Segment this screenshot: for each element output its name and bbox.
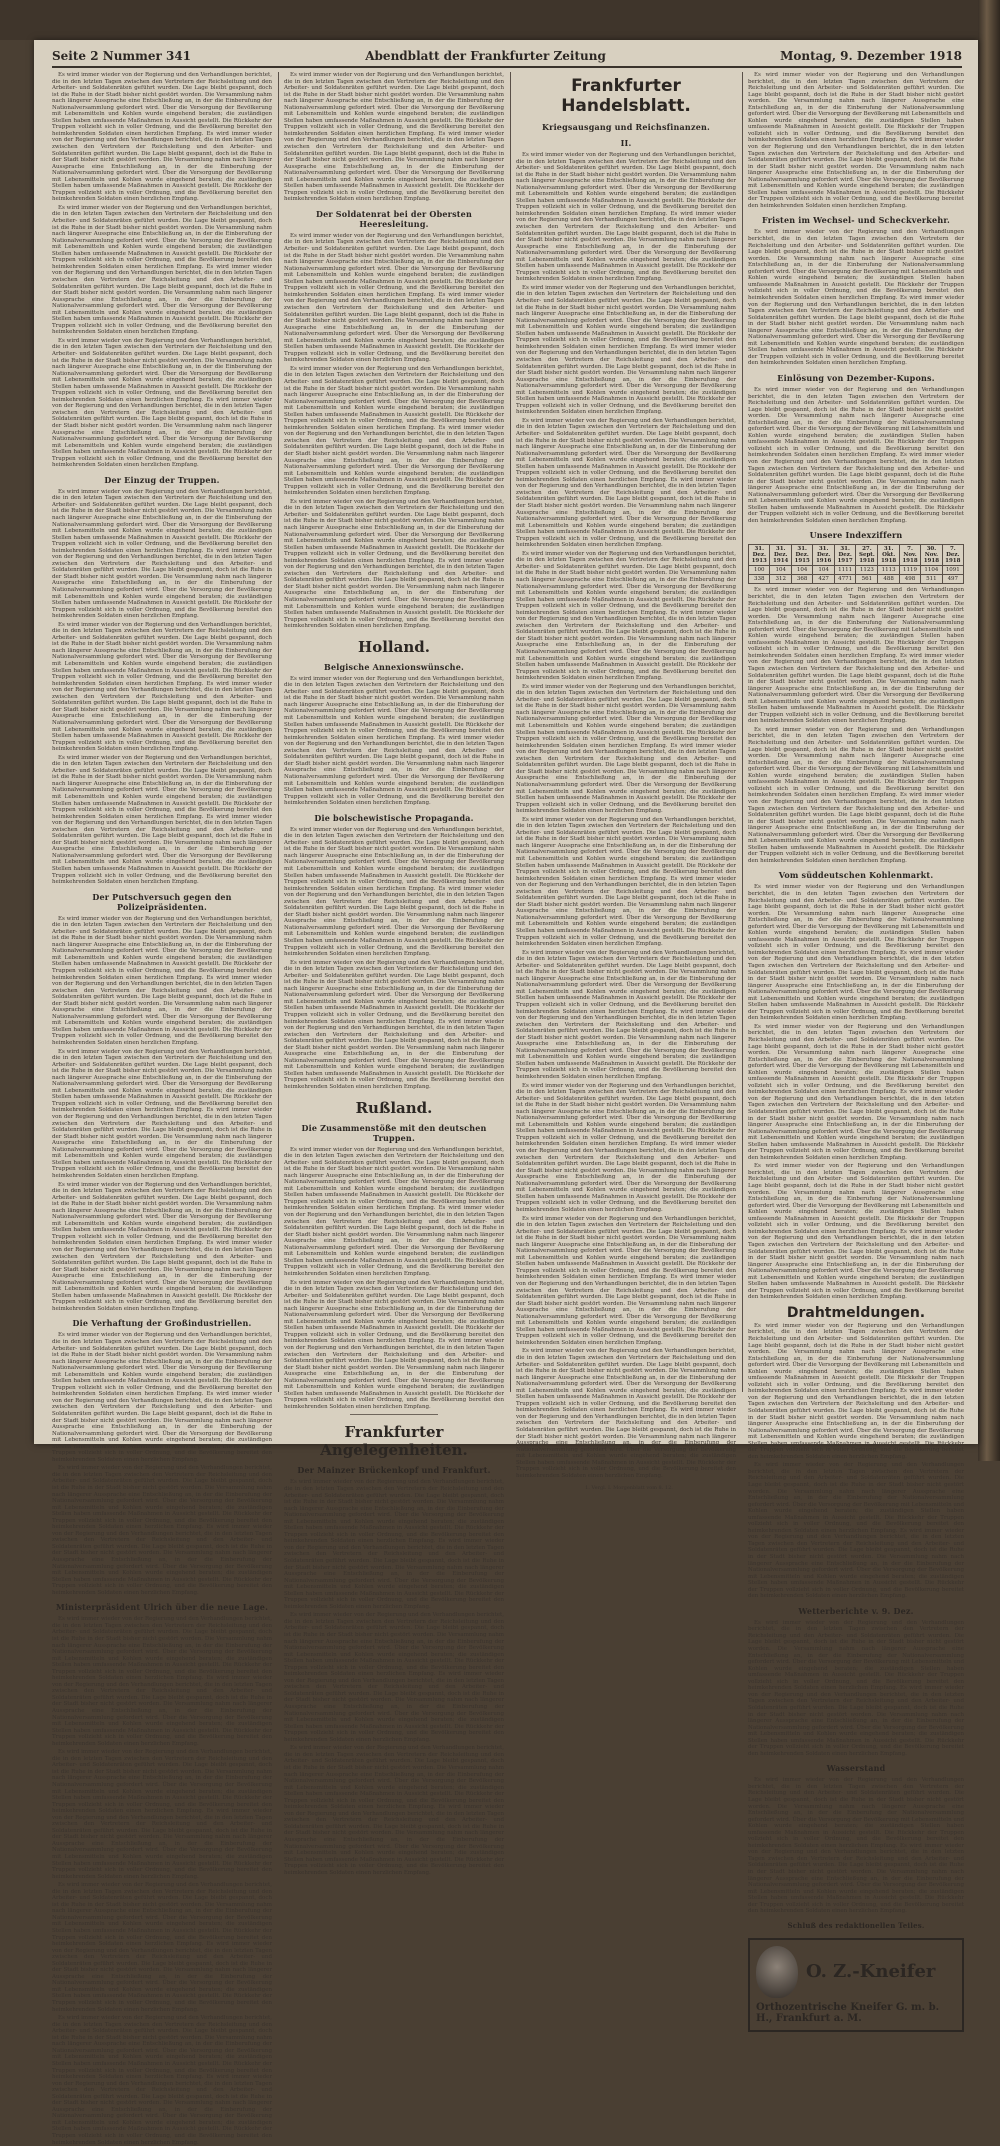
table-cell: 100 [749,566,770,575]
section-heading-large: Rußland. [355,1098,433,1117]
table-cell: 104 [813,566,834,575]
article-text: Es wird immer wieder von der Regierung und den Verhandlungen berichtet, die in den letzten Tagen zwischen den Vertretern der Reichsleitung und den Arbeiter- und Soldatenräten geführt wurden. Die Lage bleibt gespannt, doch ist die Ruhe in der Stadt bisher nicht gestört worden. Die Versammlung nahm nach längerer Aussprache eine Entschließung an, in der die Einberufung der Nationalversammlung gefordert wird. Über die Versorgung der Bevölkerung mit Lebensmitteln und Kohlen wurde eingehend beraten; die zuständigen Stellen haben umfassende Maßnahmen in Aussicht gestellt. Die Rückkehr der Truppen vollzieht sich in voller Ordnung, und die Bevölkerung bereitet den heimkehrenden Soldaten einen herzlichen Empfang. Es wird immer wieder von der Regierung und den Verhandlungen berichtet, die in den letzten Tagen zwischen den Vertretern der Reichsleitung und den Arbeiter- und Soldatenräten geführt wurden. Die Lage bleibt gespannt, doch ist die Ruhe in der Stadt bisher nicht gestört worden. Die Versammlung nahm nach längerer Aussprache eine Entschließung an, in der die Einberufung der Nationalversammlung gefordert wird. Über die Versorgung der Bevölkerung mit Lebensmitteln und Kohlen wurde eingehend beraten; die zuständigen Stellen haben umfassende Maßnahmen in Aussicht gestellt. Die Rückkehr der Truppen vollzieht sich in voller Ordnung, und die Bevölkerung bereitet den heimkehrenden Soldaten einen herzlichen Empfang. [52,1332,272,1463]
masthead-title: Abendblatt der Frankfurter Zeitung [365,49,606,63]
article-text: Es wird immer wieder von der Regierung und den Verhandlungen berichtet, die in den letzten Tagen zwischen den Vertretern der Reichsleitung und den Arbeiter- und Soldatenräten geführt wurden. Die Lage bleibt gespannt, doch ist die Ruhe in der Stadt bisher nicht gestört worden. Die Versammlung nahm nach längerer Aussprache eine Entschließung an, in der die Einberufung der Nationalversammlung gefordert wird. Über die Versorgung der Bevölkerung mit Lebensmitteln und Kohlen wurde eingehend beraten; die zuständigen Stellen haben umfassende Maßnahmen in Aussicht gestellt. Die Rückkehr der Truppen vollzieht sich in voller Ordnung, und die Bevölkerung bereitet den heimkehrenden Soldaten einen herzlichen Empfang. Es wird immer wieder von der Regierung und den Verhandlungen berichtet, die in den letzten Tagen zwischen den Vertretern der Reichsleitung und den Arbeiter- und Soldatenräten geführt wurden. Die Lage bleibt gespannt, doch ist die Ruhe in der Stadt bisher nicht gestört worden. Die Versammlung nahm nach längerer Aussprache eine Entschließung an, in der die Einberufung der Nationalversammlung gefordert wird. Über die Versorgung der Bevölkerung mit Lebensmitteln und Kohlen wurde eingehend beraten; die zuständigen Stellen haben umfassende Maßnahmen in Aussicht gestellt. Die Rückkehr der Truppen vollzieht sich in voller Ordnung, und die Bevölkerung bereitet den heimkehrenden Soldaten einen herzlichen Empfang. [284,959,504,1091]
wasserstand-heading: Wasserstand [826,1763,886,1774]
table-cell: 104 [770,566,791,575]
portrait-icon [756,1946,798,1998]
table-header-cell: 31. Dez. 1916 [813,545,834,566]
table-cell: 312 [770,575,791,584]
section-heading: Die Zusammenstöße mit den deutschen Truppen. [301,1122,487,1143]
article-text: Es wird immer wieder von der Regierung und den Verhandlungen berichtet, die in den letzten Tagen zwischen den Vertretern der Reichsleitung und den Arbeiter- und Soldatenräten geführt wurden. Die Lage bleibt gespannt, doch ist die Ruhe in der Stadt bisher nicht gestört worden. Die Versammlung nahm nach längerer Aussprache eine Entschließung an, in der die Einberufung der Nationalversammlung gefordert wird. Über die Versorgung der Bevölkerung mit Lebensmitteln und Kohlen wurde eingehend beraten; die zuständigen Stellen haben umfassende Maßnahmen in Aussicht gestellt. Die Rückkehr der Truppen vollzieht sich in voller Ordnung, und die Bevölkerung bereitet den heimkehrenden Soldaten einen herzlichen Empfang. Es wird immer wieder von der Regierung und den Verhandlungen berichtet, die in den letzten Tagen zwischen den Vertretern der Reichsleitung und den Arbeiter- und Soldatenräten geführt wurden. Die Lage bleibt gespannt, doch ist die Ruhe in der Stadt bisher nicht gestört worden. Die Versammlung nahm nach längerer Aussprache eine Entschließung an, in der die Einberufung der Nationalversammlung gefordert wird. Über die Versorgung der Bevölkerung mit Lebensmitteln und Kohlen wurde eingehend beraten; die zuständigen Stellen haben umfassende Maßnahmen in Aussicht gestellt. Die Rückkehr der Truppen vollzieht sich in voller Ordnung, und die Bevölkerung bereitet den heimkehrenden Soldaten einen herzlichen Empfang. [52,1616,272,1747]
article-text: Es wird immer wieder von der Regierung und den Verhandlungen berichtet, die in den letzten Tagen zwischen den Vertretern der Reichsleitung und den Arbeiter- und Soldatenräten geführt wurden. Die Lage bleibt gespannt, doch ist die Ruhe in der Stadt bisher nicht gestört worden. Die Versammlung nahm nach längerer Aussprache eine Entschließung an, in der die Einberufung der Nationalversammlung gefordert wird. Über die Versorgung der Bevölkerung mit Lebensmitteln und Kohlen wurde eingehend beraten; die zuständigen Stellen haben umfassende Maßnahmen in Aussicht gestellt. Die Rückkehr der Truppen vollzieht sich in voller Ordnung, und die Bevölkerung bereitet den heimkehrenden Soldaten einen herzlichen Empfang. Es wird immer wieder von der Regierung und den Verhandlungen berichtet, die in den letzten Tagen zwischen den Vertretern der Reichsleitung und den Arbeiter- und Soldatenräten geführt wurden. Die Lage bleibt gespannt, doch ist die Ruhe in der Stadt bisher nicht gestört worden. Die Versammlung nahm nach längerer Aussprache eine Entschließung an, in der die Einberufung der Nationalversammlung gefordert wird. Über die Versorgung der Bevölkerung mit Lebensmitteln und Kohlen wurde eingehend beraten; die zuständigen Stellen haben umfassende Maßnahmen in Aussicht gestellt. Die Rückkehr der Truppen vollzieht sich in voller Ordnung, und die Bevölkerung bereitet den heimkehrenden Soldaten einen herzlichen Empfang. [748,726,964,864]
section-heading: Unsere Indexziffern [809,530,903,541]
article-text: Es wird immer wieder von der Regierung und den Verhandlungen berichtet, die in den letzten Tagen zwischen den Vertretern der Reichsleitung und den Arbeiter- und Soldatenräten geführt wurden. Die Lage bleibt gespannt, doch ist die Ruhe in der Stadt bisher nicht gestört worden. Die Versammlung nahm nach längerer Aussprache eine Entschließung an, in der die Einberufung der Nationalversammlung gefordert wird. Über die Versorgung der Bevölkerung mit Lebensmitteln und Kohlen wurde eingehend beraten; die zuständigen Stellen haben umfassende Maßnahmen in Aussicht gestellt. Die Rückkehr der Truppen vollzieht sich in voller Ordnung, und die Bevölkerung bereitet den heimkehrenden Soldaten einen herzlichen Empfang. Es wird immer wieder von der Regierung und den Verhandlungen berichtet, die in den letzten Tagen zwischen den Vertretern der Reichsleitung und den Arbeiter- und Soldatenräten geführt wurden. Die Lage bleibt gespannt, doch ist die Ruhe in der Stadt bisher nicht gestört worden. Die Versammlung nahm nach längerer Aussprache eine Entschließung an, in der die Einberufung der Nationalversammlung gefordert wird. Über die Versorgung der Bevölkerung mit Lebensmitteln und Kohlen wurde eingehend beraten; die zuständigen Stellen haben umfassende Maßnahmen in Aussicht gestellt. Die Rückkehr der Truppen vollzieht sich in voller Ordnung, und die Bevölkerung bereitet den heimkehrenden Soldaten einen herzlichen Empfang. [284,1745,504,1876]
article-text: Es wird immer wieder von der Regierung und den Verhandlungen berichtet, die in den letzten Tagen zwischen den Vertretern der Reichsleitung und den Arbeiter- und Soldatenräten geführt wurden. Die Lage bleibt gespannt, doch ist die Ruhe in der Stadt bisher nicht gestört worden. Die Versammlung nahm nach längerer Aussprache eine Entschließung an, in der die Einberufung der Nationalversammlung gefordert wird. Über die Versorgung der Bevölkerung mit Lebensmitteln und Kohlen wurde eingehend beraten; die zuständigen Stellen haben umfassende Maßnahmen in Aussicht gestellt. Die Rückkehr der Truppen vollzieht sich in voller Ordnung, und die Bevölkerung bereitet den heimkehrenden Soldaten einen herzlichen Empfang. Es wird immer wieder von der Regierung und den Verhandlungen berichtet, die in den letzten Tagen zwischen den Vertretern der Reichsleitung und den Arbeiter- und Soldatenräten geführt wurden. Die Lage bleibt gespannt, doch ist die Ruhe in der Stadt bisher nicht gestört worden. Die Versammlung nahm nach längerer Aussprache eine Entschließung an, in der die Einberufung der Nationalversammlung gefordert wird. Über die Versorgung der Bevölkerung mit Lebensmitteln und Kohlen wurde eingehend beraten; die zuständigen Stellen haben umfassende Maßnahmen in Aussicht gestellt. Die Rückkehr der Truppen vollzieht sich in voller Ordnung, und die Bevölkerung bereitet den heimkehrenden Soldaten einen herzlichen Empfang. [284,1279,504,1410]
section-heading: Die bolschewistische Propaganda. [314,812,474,823]
article-text: Es wird immer wieder von der Regierung und den Verhandlungen berichtet, die in den letzten Tagen zwischen den Vertretern der Reichsleitung und den Arbeiter- und Soldatenräten geführt wurden. Die Lage bleibt gespannt, doch ist die Ruhe in der Stadt bisher nicht gestört worden. Die Versammlung nahm nach längerer Aussprache eine Entschließung an, in der die Einberufung der Nationalversammlung gefordert wird. Über die Versorgung der Bevölkerung mit Lebensmitteln und Kohlen wurde eingehend beraten; die zuständigen Stellen haben umfassende Maßnahmen in Aussicht gestellt. Die Rückkehr der Truppen vollzieht sich in voller Ordnung, und die Bevölkerung bereitet den heimkehrenden Soldaten einen herzlichen Empfang. Es wird immer wieder von der Regierung und den Verhandlungen berichtet, die in den letzten Tagen zwischen den Vertretern der Reichsleitung und den Arbeiter- und Soldatenräten geführt wurden. Die Lage bleibt gespannt, doch ist die Ruhe in der Stadt bisher nicht gestört worden. Die Versammlung nahm nach längerer Aussprache eine Entschließung an, in der die Einberufung der Nationalversammlung gefordert wird. Über die Versorgung der Bevölkerung mit Lebensmitteln und Kohlen wurde eingehend beraten; die zuständigen Stellen haben umfassende Maßnahmen in Aussicht gestellt. Die Rückkehr der Truppen vollzieht sich in voller Ordnung, und die Bevölkerung bereitet den heimkehrenden Soldaten einen herzlichen Empfang. [748,1619,964,1757]
drahtmeldungen-heading: Drahtmeldungen. [786,1304,926,1321]
section-heading: Der Mainzer Brückenkopf und Frankfurt. [297,1465,491,1476]
index-table-row [749,575,964,584]
article-text: Es wird immer wieder von der Regierung und den Verhandlungen berichtet, die in den letzten Tagen zwischen den Vertretern der Reichsleitung und den Arbeiter- und Soldatenräten geführt wurden. Die Lage bleibt gespannt, doch ist die Ruhe in der Stadt bisher nicht gestört worden. Die Versammlung nahm nach längerer Aussprache eine Entschließung an, in der die Einberufung der Nationalversammlung gefordert wird. Über die Versorgung der Bevölkerung mit Lebensmitteln und Kohlen wurde eingehend beraten; die zuständigen Stellen haben umfassende Maßnahmen in Aussicht gestellt. Die Rückkehr der Truppen vollzieht sich in voller Ordnung, und die Bevölkerung bereitet den heimkehrenden Soldaten einen herzlichen Empfang. Es wird immer wieder von der Regierung und den Verhandlungen berichtet, die in den letzten Tagen zwischen den Vertretern der Reichsleitung und den Arbeiter- und Soldatenräten geführt wurden. Die Lage bleibt gespannt, doch ist die Ruhe in der Stadt bisher nicht gestört worden. Die Versammlung nahm nach längerer Aussprache eine Entschließung an, in der die Einberufung der Nationalversammlung gefordert wird. Über die Versorgung der Bevölkerung mit Lebensmitteln und Kohlen wurde eingehend beraten; die zuständigen Stellen haben umfassende Maßnahmen in Aussicht gestellt. Die Rückkehr der Truppen vollzieht sich in voller Ordnung, und die Bevölkerung bereitet den heimkehrenden Soldaten einen herzlichen Empfang. [516,683,736,815]
article-text: Es wird immer wieder von der Regierung und den Verhandlungen berichtet, die in den letzten Tagen zwischen den Vertretern der Reichsleitung und den Arbeiter- und Soldatenräten geführt wurden. Die Lage bleibt gespannt, doch ist die Ruhe in der Stadt bisher nicht gestört worden. Die Versammlung nahm nach längerer Aussprache eine Entschließung an, in der die Einberufung der Nationalversammlung gefordert wird. Über die Versorgung der Bevölkerung mit Lebensmitteln und Kohlen wurde eingehend beraten; die zuständigen Stellen haben umfassende Maßnahmen in Aussicht gestellt. Die Rückkehr der Truppen vollzieht sich in voller Ordnung, und die Bevölkerung bereitet den heimkehrenden Soldaten einen herzlichen Empfang. Es wird immer wieder von der Regierung und den Verhandlungen berichtet, die in den letzten Tagen zwischen den Vertretern der Reichsleitung und den Arbeiter- und Soldatenräten geführt wurden. Die Lage bleibt gespannt, doch ist die Ruhe in der Stadt bisher nicht gestört worden. Die Versammlung nahm nach längerer Aussprache eine Entschließung an, in der die Einberufung der Nationalversammlung gefordert wird. Über die Versorgung der Bevölkerung mit Lebensmitteln und Kohlen wurde eingehend beraten; die zuständigen Stellen haben umfassende Maßnahmen in Aussicht gestellt. Die Rückkehr der Truppen vollzieht sich in voller Ordnung, und die Bevölkerung bereitet den heimkehrenden Soldaten einen herzlichen Empfang. [748,229,964,367]
newspaper-page [34,40,978,2146]
section-heading: Ministerpräsident Ulrich über die neue Lage. [55,1602,269,1613]
table-cell: 488 [878,575,899,584]
article-text: Es wird immer wieder von der Regierung und den Verhandlungen berichtet, die in den letzten Tagen zwischen den Vertretern der Reichsleitung und den Arbeiter- und Soldatenräten geführt wurden. Die Lage bleibt gespannt, doch ist die Ruhe in der Stadt bisher nicht gestört worden. Die Versammlung nahm nach längerer Aussprache eine Entschließung an, in der die Einberufung der Nationalversammlung gefordert wird. Über die Versorgung der Bevölkerung mit Lebensmitteln und Kohlen wurde eingehend beraten; die zuständigen Stellen haben umfassende Maßnahmen in Aussicht gestellt. Die Rückkehr der Truppen vollzieht sich in voller Ordnung, und die Bevölkerung bereitet den heimkehrenden Soldaten einen herzlichen Empfang. Es wird immer wieder von der Regierung und den Verhandlungen berichtet, die in den letzten Tagen zwischen den Vertretern der Reichsleitung und den Arbeiter- und Soldatenräten geführt wurden. Die Lage bleibt gespannt, doch ist die Ruhe in der Stadt bisher nicht gestört worden. Die Versammlung nahm nach längerer Aussprache eine Entschließung an, in der die Einberufung der Nationalversammlung gefordert wird. Über die Versorgung der Bevölkerung mit Lebensmitteln und Kohlen wurde eingehend beraten; die zuständigen Stellen haben umfassende Maßnahmen in Aussicht gestellt. Die Rückkehr der Truppen vollzieht sich in voller Ordnung, und die Bevölkerung bereitet den heimkehrenden Soldaten einen herzlichen Empfang. [516,284,736,416]
table-cell: 1123 [856,566,878,575]
table-header-cell: 27. Sept. 1918 [856,545,878,566]
advertisement [748,1938,964,2032]
article-text: Es wird immer wieder von der Regierung und den Verhandlungen berichtet, die in den letzten Tagen zwischen den Vertretern der Reichsleitung und den Arbeiter- und Soldatenräten geführt wurden. Die Lage bleibt gespannt, doch ist die Ruhe in der Stadt bisher nicht gestört worden. Die Versammlung nahm nach längerer Aussprache eine Entschließung an, in der die Einberufung der Nationalversammlung gefordert wird. Über die Versorgung der Bevölkerung mit Lebensmitteln und Kohlen wurde eingehend beraten; die zuständigen Stellen haben umfassende Maßnahmen in Aussicht gestellt. Die Rückkehr der Truppen vollzieht sich in voller Ordnung, und die Bevölkerung bereitet den heimkehrenden Soldaten einen herzlichen Empfang. Es wird immer wieder von der Regierung und den Verhandlungen berichtet, die in den letzten Tagen zwischen den Vertretern der Reichsleitung und den Arbeiter- und Soldatenräten geführt wurden. Die Lage bleibt gespannt, doch ist die Ruhe in der Stadt bisher nicht gestört worden. Die Versammlung nahm nach längerer Aussprache eine Entschließung an, in der die Einberufung der Nationalversammlung gefordert wird. Über die Versorgung der Bevölkerung mit Lebensmitteln und Kohlen wurde eingehend beraten; die zuständigen Stellen haben umfassende Maßnahmen in Aussicht gestellt. Die Rückkehr der Truppen vollzieht sich in voller Ordnung, und die Bevölkerung bereitet den heimkehrenden Soldaten einen herzlichen Empfang. [748,1322,964,1460]
column-3 [516,72,736,1492]
table-cell: 1113 [878,566,899,575]
handelsblatt-title: Frankfurter Handelsblatt. [561,76,691,116]
table-cell: 498 [899,575,920,584]
section-heading: Die Verhaftung der Großindustriellen. [72,1318,252,1329]
column-1 [52,72,272,2146]
article-text: Es wird immer wieder von der Regierung und den Verhandlungen berichtet, die in den letzten Tagen zwischen den Vertretern der Reichsleitung und den Arbeiter- und Soldatenräten geführt wurden. Die Lage bleibt gespannt, doch ist die Ruhe in der Stadt bisher nicht gestört worden. Die Versammlung nahm nach längerer Aussprache eine Entschließung an, in der die Einberufung der Nationalversammlung gefordert wird. Über die Versorgung der Bevölkerung mit Lebensmitteln und Kohlen wurde eingehend beraten; die zuständigen Stellen haben umfassende Maßnahmen in Aussicht gestellt. Die Rückkehr der Truppen vollzieht sich in voller Ordnung, und die Bevölkerung bereitet den heimkehrenden Soldaten einen herzlichen Empfang. Es wird immer wieder von der Regierung und den Verhandlungen berichtet, die in den letzten Tagen zwischen den Vertretern der Reichsleitung und den Arbeiter- und Soldatenräten geführt wurden. Die Lage bleibt gespannt, doch ist die Ruhe in der Stadt bisher nicht gestört worden. Die Versammlung nahm nach längerer Aussprache eine Entschließung an, in der die Einberufung der Nationalversammlung gefordert wird. Über die Versorgung der Bevölkerung mit Lebensmitteln und Kohlen wurde eingehend beraten; die zuständigen Stellen haben umfassende Maßnahmen in Aussicht gestellt. Die Rückkehr der Truppen vollzieht sich in voller Ordnung, und die Bevölkerung bereitet den heimkehrenden Soldaten einen herzlichen Empfang. [284,675,504,807]
table-cell: 497 [942,575,963,584]
article-text: Es wird immer wieder von der Regierung und den Verhandlungen berichtet, die in den letzten Tagen zwischen den Vertretern der Reichsleitung und den Arbeiter- und Soldatenräten geführt wurden. Die Lage bleibt gespannt, doch ist die Ruhe in der Stadt bisher nicht gestört worden. Die Versammlung nahm nach längerer Aussprache eine Entschließung an, in der die Einberufung der Nationalversammlung gefordert wird. Über die Versorgung der Bevölkerung mit Lebensmitteln und Kohlen wurde eingehend beraten; die zuständigen Stellen haben umfassende Maßnahmen in Aussicht gestellt. Die Rückkehr der Truppen vollzieht sich in voller Ordnung, und die Bevölkerung bereitet den heimkehrenden Soldaten einen herzlichen Empfang. Es wird immer wieder von der Regierung und den Verhandlungen berichtet, die in den letzten Tagen zwischen den Vertretern der Reichsleitung und den Arbeiter- und Soldatenräten geführt wurden. Die Lage bleibt gespannt, doch ist die Ruhe in der Stadt bisher nicht gestört worden. Die Versammlung nahm nach längerer Aussprache eine Entschließung an, in der die Einberufung der Nationalversammlung gefordert wird. Über die Versorgung der Bevölkerung mit Lebensmitteln und Kohlen wurde eingehend beraten; die zuständigen Stellen haben umfassende Maßnahmen in Aussicht gestellt. Die Rückkehr der Truppen vollzieht sich in voller Ordnung, und die Bevölkerung bereitet den heimkehrenden Soldaten einen herzlichen Empfang. [284,232,504,364]
separator [350,1414,438,1415]
article-text: Es wird immer wieder von der Regierung und den Verhandlungen berichtet, die in den letzten Tagen zwischen den Vertretern der Reichsleitung und den Arbeiter- und Soldatenräten geführt wurden. Die Lage bleibt gespannt, doch ist die Ruhe in der Stadt bisher nicht gestört worden. Die Versammlung nahm nach längerer Aussprache eine Entschließung an, in der die Einberufung der Nationalversammlung gefordert wird. Über die Versorgung der Bevölkerung mit Lebensmitteln und Kohlen wurde eingehend beraten; die zuständigen Stellen haben umfassende Maßnahmen in Aussicht gestellt. Die Rückkehr der Truppen vollzieht sich in voller Ordnung, und die Bevölkerung bereitet den heimkehrenden Soldaten einen herzlichen Empfang. Es wird immer wieder von der Regierung und den Verhandlungen berichtet, die in den letzten Tagen zwischen den Vertretern der Reichsleitung und den Arbeiter- und Soldatenräten geführt wurden. Die Lage bleibt gespannt, doch ist die Ruhe in der Stadt bisher nicht gestört worden. Die Versammlung nahm nach längerer Aussprache eine Entschließung an, in der die Einberufung der Nationalversammlung gefordert wird. Über die Versorgung der Bevölkerung mit Lebensmitteln und Kohlen wurde eingehend beraten; die zuständigen Stellen haben umfassende Maßnahmen in Aussicht gestellt. Die Rückkehr der Truppen vollzieht sich in voller Ordnung, und die Bevölkerung bereitet den heimkehrenden Soldaten einen herzlichen Empfang. [516,1348,736,1479]
article-text: Es wird immer wieder von der Regierung und den Verhandlungen berichtet, die in den letzten Tagen zwischen den Vertretern der Reichsleitung und den Arbeiter- und Soldatenräten geführt wurden. Die Lage bleibt gespannt, doch ist die Ruhe in der Stadt bisher nicht gestört worden. Die Versammlung nahm nach längerer Aussprache eine Entschließung an, in der die Einberufung der Nationalversammlung gefordert wird. Über die Versorgung der Bevölkerung mit Lebensmitteln und Kohlen wurde eingehend beraten; die zuständigen Stellen haben umfassende Maßnahmen in Aussicht gestellt. Die Rückkehr der Truppen vollzieht sich in voller Ordnung, und die Bevölkerung bereitet den heimkehrenden Soldaten einen herzlichen Empfang. Es wird immer wieder von der Regierung und den Verhandlungen berichtet, die in den letzten Tagen zwischen den Vertretern der Reichsleitung und den Arbeiter- und Soldatenräten geführt wurden. Die Lage bleibt gespannt, doch ist die Ruhe in der Stadt bisher nicht gestört worden. Die Versammlung nahm nach längerer Aussprache eine Entschließung an, in der die Einberufung der Nationalversammlung gefordert wird. Über die Versorgung der Bevölkerung mit Lebensmitteln und Kohlen wurde eingehend beraten; die zuständigen Stellen haben umfassende Maßnahmen in Aussicht gestellt. Die Rückkehr der Truppen vollzieht sich in voller Ordnung, und die Bevölkerung bereitet den heimkehrenden Soldaten einen herzlichen Empfang. [284,1479,504,1610]
article-heading-number: II. [620,138,632,148]
article-text: Es wird immer wieder von der Regierung und den Verhandlungen berichtet, die in den letzten Tagen zwischen den Vertretern der Reichsleitung und den Arbeiter- und Soldatenräten geführt wurden. Die Lage bleibt gespannt, doch ist die Ruhe in der Stadt bisher nicht gestört worden. Die Versammlung nahm nach längerer Aussprache eine Entschließung an, in der die Einberufung der Nationalversammlung gefordert wird. Über die Versorgung der Bevölkerung mit Lebensmitteln und Kohlen wurde eingehend beraten; die zuständigen Stellen haben umfassende Maßnahmen in Aussicht gestellt. Die Rückkehr der Truppen vollzieht sich in voller Ordnung, und die Bevölkerung bereitet den heimkehrenden Soldaten einen herzlichen Empfang. Es wird immer wieder von der Regierung und den Verhandlungen berichtet, die in den letzten Tagen zwischen den Vertretern der Reichsleitung und den Arbeiter- und Soldatenräten geführt wurden. Die Lage bleibt gespannt, doch ist die Ruhe in der Stadt bisher nicht gestört worden. Die Versammlung nahm nach längerer Aussprache eine Entschließung an, in der die Einberufung der Nationalversammlung gefordert wird. Über die Versorgung der Bevölkerung mit Lebensmitteln und Kohlen wurde eingehend beraten; die zuständigen Stellen haben umfassende Maßnahmen in Aussicht gestellt. Die Rückkehr der Truppen vollzieht sich in voller Ordnung, und die Bevölkerung bereitet den heimkehrenden Soldaten einen herzlichen Empfang. [52,754,272,886]
index-table [748,544,964,584]
article-text: Es wird immer wieder von der Regierung und den Verhandlungen berichtet, die in den letzten Tagen zwischen den Vertretern der Reichsleitung und den Arbeiter- und Soldatenräten geführt wurden. Die Lage bleibt gespannt, doch ist die Ruhe in der Stadt bisher nicht gestört worden. Die Versammlung nahm nach längerer Aussprache eine Entschließung an, in der die Einberufung der Nationalversammlung gefordert wird. Über die Versorgung der Bevölkerung mit Lebensmitteln und Kohlen wurde eingehend beraten; die zuständigen Stellen haben umfassende Maßnahmen in Aussicht gestellt. Die Rückkehr der Truppen vollzieht sich in voller Ordnung, und die Bevölkerung bereitet den heimkehrenden Soldaten einen herzlichen Empfang. Es wird immer wieder von der Regierung und den Verhandlungen berichtet, die in den letzten Tagen zwischen den Vertretern der Reichsleitung und den Arbeiter- und Soldatenräten geführt wurden. Die Lage bleibt gespannt, doch ist die Ruhe in der Stadt bisher nicht gestört worden. Die Versammlung nahm nach längerer Aussprache eine Entschließung an, in der die Einberufung der Nationalversammlung gefordert wird. Über die Versorgung der Bevölkerung mit Lebensmitteln und Kohlen wurde eingehend beraten; die zuständigen Stellen haben umfassende Maßnahmen in Aussicht gestellt. Die Rückkehr der Truppen vollzieht sich in voller Ordnung, und die Bevölkerung bereitet den heimkehrenden Soldaten einen herzlichen Empfang. [52,2015,272,2146]
table-cell: 561 [856,575,878,584]
section-heading: Belgische Annexionswünsche. [324,661,464,672]
table-header-cell: 31. Dez. 1917 [834,545,855,566]
article-text: Es wird immer wieder von der Regierung und den Verhandlungen berichtet, die in den letzten Tagen zwischen den Vertretern der Reichsleitung und den Arbeiter- und Soldatenräten geführt wurden. Die Lage bleibt gespannt, doch ist die Ruhe in der Stadt bisher nicht gestört worden. Die Versammlung nahm nach längerer Aussprache eine Entschließung an, in der die Einberufung der Nationalversammlung gefordert wird. Über die Versorgung der Bevölkerung mit Lebensmitteln und Kohlen wurde eingehend beraten; die zuständigen Stellen haben umfassende Maßnahmen in Aussicht gestellt. Die Rückkehr der Truppen vollzieht sich in voller Ordnung, und die Bevölkerung bereitet den heimkehrenden Soldaten einen herzlichen Empfang. Es wird immer wieder von der Regierung und den Verhandlungen berichtet, die in den letzten Tagen zwischen den Vertretern der Reichsleitung und den Arbeiter- und Soldatenräten geführt wurden. Die Lage bleibt gespannt, doch ist die Ruhe in der Stadt bisher nicht gestört worden. Die Versammlung nahm nach längerer Aussprache eine Entschließung an, in der die Einberufung der Nationalversammlung gefordert wird. Über die Versorgung der Bevölkerung mit Lebensmitteln und Kohlen wurde eingehend beraten; die zuständigen Stellen haben umfassende Maßnahmen in Aussicht gestellt. Die Rückkehr der Truppen vollzieht sich in voller Ordnung, und die Bevölkerung bereitet den heimkehrenden Soldaten einen herzlichen Empfang. [748,1777,964,1915]
section-heading: Einlösung von Dezember-Kupons. [777,372,935,383]
column-rule [278,72,279,1392]
section-heading-large: Frankfurter Angelegenheiten. [320,1423,468,1460]
article-text: Es wird immer wieder von der Regierung und den Verhandlungen berichtet, die in den letzten Tagen zwischen den Vertretern der Reichsleitung und den Arbeiter- und Soldatenräten geführt wurden. Die Lage bleibt gespannt, doch ist die Ruhe in der Stadt bisher nicht gestört worden. Die Versammlung nahm nach längerer Aussprache eine Entschließung an, in der die Einberufung der Nationalversammlung gefordert wird. Über die Versorgung der Bevölkerung mit Lebensmitteln und Kohlen wurde eingehend beraten; die zuständigen Stellen haben umfassende Maßnahmen in Aussicht gestellt. Die Rückkehr der Truppen vollzieht sich in voller Ordnung, und die Bevölkerung bereitet den heimkehrenden Soldaten einen herzlichen Empfang. Es wird immer wieder von der Regierung und den Verhandlungen berichtet, die in den letzten Tagen zwischen den Vertretern der Reichsleitung und den Arbeiter- und Soldatenräten geführt wurden. Die Lage bleibt gespannt, doch ist die Ruhe in der Stadt bisher nicht gestört worden. Die Versammlung nahm nach längerer Aussprache eine Entschließung an, in der die Einberufung der Nationalversammlung gefordert wird. Über die Versorgung der Bevölkerung mit Lebensmitteln und Kohlen wurde eingehend beraten; die zuständigen Stellen haben umfassende Maßnahmen in Aussicht gestellt. Die Rückkehr der Truppen vollzieht sich in voller Ordnung, und die Bevölkerung bereitet den heimkehrenden Soldaten einen herzlichen Empfang. [52,488,272,620]
top-margin [0,0,1000,40]
ad-top [756,1946,956,1998]
article-text: Es wird immer wieder von der Regierung und den Verhandlungen berichtet, die in den letzten Tagen zwischen den Vertretern der Reichsleitung und den Arbeiter- und Soldatenräten geführt wurden. Die Lage bleibt gespannt, doch ist die Ruhe in der Stadt bisher nicht gestört worden. Die Versammlung nahm nach längerer Aussprache eine Entschließung an, in der die Einberufung der Nationalversammlung gefordert wird. Über die Versorgung der Bevölkerung mit Lebensmitteln und Kohlen wurde eingehend beraten; die zuständigen Stellen haben umfassende Maßnahmen in Aussicht gestellt. Die Rückkehr der Truppen vollzieht sich in voller Ordnung, und die Bevölkerung bereitet den heimkehrenden Soldaten einen herzlichen Empfang. Es wird immer wieder von der Regierung und den Verhandlungen berichtet, die in den letzten Tagen zwischen den Vertretern der Reichsleitung und den Arbeiter- und Soldatenräten geführt wurden. Die Lage bleibt gespannt, doch ist die Ruhe in der Stadt bisher nicht gestört worden. Die Versammlung nahm nach längerer Aussprache eine Entschließung an, in der die Einberufung der Nationalversammlung gefordert wird. Über die Versorgung der Bevölkerung mit Lebensmitteln und Kohlen wurde eingehend beraten; die zuständigen Stellen haben umfassende Maßnahmen in Aussicht gestellt. Die Rückkehr der Truppen vollzieht sich in voller Ordnung, und die Bevölkerung bereitet den heimkehrenden Soldaten einen herzlichen Empfang. [748,386,964,524]
article-text: Es wird immer wieder von der Regierung und den Verhandlungen berichtet, die in den letzten Tagen zwischen den Vertretern der Reichsleitung und den Arbeiter- und Soldatenräten geführt wurden. Die Lage bleibt gespannt, doch ist die Ruhe in der Stadt bisher nicht gestört worden. Die Versammlung nahm nach längerer Aussprache eine Entschließung an, in der die Einberufung der Nationalversammlung gefordert wird. Über die Versorgung der Bevölkerung mit Lebensmitteln und Kohlen wurde eingehend beraten; die zuständigen Stellen haben umfassende Maßnahmen in Aussicht gestellt. Die Rückkehr der Truppen vollzieht sich in voller Ordnung, und die Bevölkerung bereitet den heimkehrenden Soldaten einen herzlichen Empfang. Es wird immer wieder von der Regierung und den Verhandlungen berichtet, die in den letzten Tagen zwischen den Vertretern der Reichsleitung und den Arbeiter- und Soldatenräten geführt wurden. Die Lage bleibt gespannt, doch ist die Ruhe in der Stadt bisher nicht gestört worden. Die Versammlung nahm nach längerer Aussprache eine Entschließung an, in der die Einberufung der Nationalversammlung gefordert wird. Über die Versorgung der Bevölkerung mit Lebensmitteln und Kohlen wurde eingehend beraten; die zuständigen Stellen haben umfassende Maßnahmen in Aussicht gestellt. Die Rückkehr der Truppen vollzieht sich in voller Ordnung, und die Bevölkerung bereitet den heimkehrenden Soldaten einen herzlichen Empfang. [284,365,504,497]
article-text: Es wird immer wieder von der Regierung und den Verhandlungen berichtet, die in den letzten Tagen zwischen den Vertretern der Reichsleitung und den Arbeiter- und Soldatenräten geführt wurden. Die Lage bleibt gespannt, doch ist die Ruhe in der Stadt bisher nicht gestört worden. Die Versammlung nahm nach längerer Aussprache eine Entschließung an, in der die Einberufung der Nationalversammlung gefordert wird. Über die Versorgung der Bevölkerung mit Lebensmitteln und Kohlen wurde eingehend beraten; die zuständigen Stellen haben umfassende Maßnahmen in Aussicht gestellt. Die Rückkehr der Truppen vollzieht sich in voller Ordnung, und die Bevölkerung bereitet den heimkehrenden Soldaten einen herzlichen Empfang. Es wird immer wieder von der Regierung und den Verhandlungen berichtet, die in den letzten Tagen zwischen den Vertretern der Reichsleitung und den Arbeiter- und Soldatenräten geführt wurden. Die Lage bleibt gespannt, doch ist die Ruhe in der Stadt bisher nicht gestört worden. Die Versammlung nahm nach längerer Aussprache eine Entschließung an, in der die Einberufung der Nationalversammlung gefordert wird. Über die Versorgung der Bevölkerung mit Lebensmitteln und Kohlen wurde eingehend beraten; die zuständigen Stellen haben umfassende Maßnahmen in Aussicht gestellt. Die Rückkehr der Truppen vollzieht sich in voller Ordnung, und die Bevölkerung bereitet den heimkehrenden Soldaten einen herzlichen Empfang. [52,1749,272,1880]
article-text: Es wird immer wieder von der Regierung und den Verhandlungen berichtet, die in den letzten Tagen zwischen den Vertretern der Reichsleitung und den Arbeiter- und Soldatenräten geführt wurden. Die Lage bleibt gespannt, doch ist die Ruhe in der Stadt bisher nicht gestört worden. Die Versammlung nahm nach längerer Aussprache eine Entschließung an, in der die Einberufung der Nationalversammlung gefordert wird. Über die Versorgung der Bevölkerung mit Lebensmitteln und Kohlen wurde eingehend beraten; die zuständigen Stellen haben umfassende Maßnahmen in Aussicht gestellt. Die Rückkehr der Truppen vollzieht sich in voller Ordnung, und die Bevölkerung bereitet den heimkehrenden Soldaten einen herzlichen Empfang. Es wird immer wieder von der Regierung und den Verhandlungen berichtet, die in den letzten Tagen zwischen den Vertretern der Reichsleitung und den Arbeiter- und Soldatenräten geführt wurden. Die Lage bleibt gespannt, doch ist die Ruhe in der Stadt bisher nicht gestört worden. Die Versammlung nahm nach längerer Aussprache eine Entschließung an, in der die Einberufung der Nationalversammlung gefordert wird. Über die Versorgung der Bevölkerung mit Lebensmitteln und Kohlen wurde eingehend beraten; die zuständigen Stellen haben umfassende Maßnahmen in Aussicht gestellt. Die Rückkehr der Truppen vollzieht sich in voller Ordnung, und die Bevölkerung bereitet den heimkehrenden Soldaten einen herzlichen Empfang. [284,826,504,958]
table-cell: 1119 [899,566,920,575]
section-heading: Der Putschversuch gegen den Polizeipräsidenten. [92,891,232,912]
article-text: Es wird immer wieder von der Regierung und den Verhandlungen berichtet, die in den letzten Tagen zwischen den Vertretern der Reichsleitung und den Arbeiter- und Soldatenräten geführt wurden. Die Lage bleibt gespannt, doch ist die Ruhe in der Stadt bisher nicht gestört worden. Die Versammlung nahm nach längerer Aussprache eine Entschließung an, in der die Einberufung der Nationalversammlung gefordert wird. Über die Versorgung der Bevölkerung mit Lebensmitteln und Kohlen wurde eingehend beraten; die zuständigen Stellen haben umfassende Maßnahmen in Aussicht gestellt. Die Rückkehr der Truppen vollzieht sich in voller Ordnung, und die Bevölkerung bereitet den heimkehrenden Soldaten einen herzlichen Empfang. Es wird immer wieder von der Regierung und den Verhandlungen berichtet, die in den letzten Tagen zwischen den Vertretern der Reichsleitung und den Arbeiter- und Soldatenräten geführt wurden. Die Lage bleibt gespannt, doch ist die Ruhe in der Stadt bisher nicht gestört worden. Die Versammlung nahm nach längerer Aussprache eine Entschließung an, in der die Einberufung der Nationalversammlung gefordert wird. Über die Versorgung der Bevölkerung mit Lebensmitteln und Kohlen wurde eingehend beraten; die zuständigen Stellen haben umfassende Maßnahmen in Aussicht gestellt. Die Rückkehr der Truppen vollzieht sich in voller Ordnung, und die Bevölkerung bereitet den heimkehrenden Soldaten einen herzlichen Empfang. [52,337,272,469]
article-text: Es wird immer wieder von der Regierung und den Verhandlungen berichtet, die in den letzten Tagen zwischen den Vertretern der Reichsleitung und den Arbeiter- und Soldatenräten geführt wurden. Die Lage bleibt gespannt, doch ist die Ruhe in der Stadt bisher nicht gestört worden. Die Versammlung nahm nach längerer Aussprache eine Entschließung an, in der die Einberufung der Nationalversammlung gefordert wird. Über die Versorgung der Bevölkerung mit Lebensmitteln und Kohlen wurde eingehend beraten; die zuständigen Stellen haben umfassende Maßnahmen in Aussicht gestellt. Die Rückkehr der Truppen vollzieht sich in voller Ordnung, und die Bevölkerung bereitet den heimkehrenden Soldaten einen herzlichen Empfang. Es wird immer wieder von der Regierung und den Verhandlungen berichtet, die in den letzten Tagen zwischen den Vertretern der Reichsleitung und den Arbeiter- und Soldatenräten geführt wurden. Die Lage bleibt gespannt, doch ist die Ruhe in der Stadt bisher nicht gestört worden. Die Versammlung nahm nach längerer Aussprache eine Entschließung an, in der die Einberufung der Nationalversammlung gefordert wird. Über die Versorgung der Bevölkerung mit Lebensmitteln und Kohlen wurde eingehend beraten; die zuständigen Stellen haben umfassende Maßnahmen in Aussicht gestellt. Die Rückkehr der Truppen vollzieht sich in voller Ordnung, und die Bevölkerung bereitet den heimkehrenden Soldaten einen herzlichen Empfang. [748,72,964,209]
article-text: Es wird immer wieder von der Regierung und den Verhandlungen berichtet, die in den letzten Tagen zwischen den Vertretern der Reichsleitung und den Arbeiter- und Soldatenräten geführt wurden. Die Lage bleibt gespannt, doch ist die Ruhe in der Stadt bisher nicht gestört worden. Die Versammlung nahm nach längerer Aussprache eine Entschließung an, in der die Einberufung der Nationalversammlung gefordert wird. Über die Versorgung der Bevölkerung mit Lebensmitteln und Kohlen wurde eingehend beraten; die zuständigen Stellen haben umfassende Maßnahmen in Aussicht gestellt. Die Rückkehr der Truppen vollzieht sich in voller Ordnung, und die Bevölkerung bereitet den heimkehrenden Soldaten einen herzlichen Empfang. Es wird immer wieder von der Regierung und den Verhandlungen berichtet, die in den letzten Tagen zwischen den Vertretern der Reichsleitung und den Arbeiter- und Soldatenräten geführt wurden. Die Lage bleibt gespannt, doch ist die Ruhe in der Stadt bisher nicht gestört worden. Die Versammlung nahm nach längerer Aussprache eine Entschließung an, in der die Einberufung der Nationalversammlung gefordert wird. Über die Versorgung der Bevölkerung mit Lebensmitteln und Kohlen wurde eingehend beraten; die zuständigen Stellen haben umfassende Maßnahmen in Aussicht gestellt. Die Rückkehr der Truppen vollzieht sich in voller Ordnung, und die Bevölkerung bereitet den heimkehrenden Soldaten einen herzlichen Empfang. [516,949,736,1081]
table-cell: 1111 [834,566,855,575]
article-heading: Kriegsausgang und Reichsfinanzen. [542,122,710,132]
article-text: Es wird immer wieder von der Regierung und den Verhandlungen berichtet, die in den letzten Tagen zwischen den Vertretern der Reichsleitung und den Arbeiter- und Soldatenräten geführt wurden. Die Lage bleibt gespannt, doch ist die Ruhe in der Stadt bisher nicht gestört worden. Die Versammlung nahm nach längerer Aussprache eine Entschließung an, in der die Einberufung der Nationalversammlung gefordert wird. Über die Versorgung der Bevölkerung mit Lebensmitteln und Kohlen wurde eingehend beraten; die zuständigen Stellen haben umfassende Maßnahmen in Aussicht gestellt. Die Rückkehr der Truppen vollzieht sich in voller Ordnung, und die Bevölkerung bereitet den heimkehrenden Soldaten einen herzlichen Empfang. Es wird immer wieder von der Regierung und den Verhandlungen berichtet, die in den letzten Tagen zwischen den Vertretern der Reichsleitung und den Arbeiter- und Soldatenräten geführt wurden. Die Lage bleibt gespannt, doch ist die Ruhe in der Stadt bisher nicht gestört worden. Die Versammlung nahm nach längerer Aussprache eine Entschließung an, in der die Einberufung der Nationalversammlung gefordert wird. Über die Versorgung der Bevölkerung mit Lebensmitteln und Kohlen wurde eingehend beraten; die zuständigen Stellen haben umfassende Maßnahmen in Aussicht gestellt. Die Rückkehr der Truppen vollzieht sich in voller Ordnung, und die Bevölkerung bereitet den heimkehrenden Soldaten einen herzlichen Empfang. [516,550,736,682]
table-cell: 338 [749,575,770,584]
masthead-rule [52,66,962,68]
article-text: Es wird immer wieder von der Regierung und den Verhandlungen berichtet, die in den letzten Tagen zwischen den Vertretern der Reichsleitung und den Arbeiter- und Soldatenräten geführt wurden. Die Lage bleibt gespannt, doch ist die Ruhe in der Stadt bisher nicht gestört worden. Die Versammlung nahm nach längerer Aussprache eine Entschließung an, in der die Einberufung der Nationalversammlung gefordert wird. Über die Versorgung der Bevölkerung mit Lebensmitteln und Kohlen wurde eingehend beraten; die zuständigen Stellen haben umfassende Maßnahmen in Aussicht gestellt. Die Rückkehr der Truppen vollzieht sich in voller Ordnung, und die Bevölkerung bereitet den heimkehrenden Soldaten einen herzlichen Empfang. Es wird immer wieder von der Regierung und den Verhandlungen berichtet, die in den letzten Tagen zwischen den Vertretern der Reichsleitung und den Arbeiter- und Soldatenräten geführt wurden. Die Lage bleibt gespannt, doch ist die Ruhe in der Stadt bisher nicht gestört worden. Die Versammlung nahm nach längerer Aussprache eine Entschließung an, in der die Einberufung der Nationalversammlung gefordert wird. Über die Versorgung der Bevölkerung mit Lebensmitteln und Kohlen wurde eingehend beraten; die zuständigen Stellen haben umfassende Maßnahmen in Aussicht gestellt. Die Rückkehr der Truppen vollzieht sich in voller Ordnung, und die Bevölkerung bereitet den heimkehrenden Soldaten einen herzlichen Empfang. [52,204,272,336]
masthead [52,46,962,66]
index-table-row [749,566,964,575]
masthead-date: Montag, 9. Dezember 1918 [780,49,962,63]
article-text: Es wird immer wieder von der Regierung und den Verhandlungen berichtet, die in den letzten Tagen zwischen den Vertretern der Reichsleitung und den Arbeiter- und Soldatenräten geführt wurden. Die Lage bleibt gespannt, doch ist die Ruhe in der Stadt bisher nicht gestört worden. Die Versammlung nahm nach längerer Aussprache eine Entschließung an, in der die Einberufung der Nationalversammlung gefordert wird. Über die Versorgung der Bevölkerung mit Lebensmitteln und Kohlen wurde eingehend beraten; die zuständigen Stellen haben umfassende Maßnahmen in Aussicht gestellt. Die Rückkehr der Truppen vollzieht sich in voller Ordnung, und die Bevölkerung bereitet den heimkehrenden Soldaten einen herzlichen Empfang. Es wird immer wieder von der Regierung und den Verhandlungen berichtet, die in den letzten Tagen zwischen den Vertretern der Reichsleitung und den Arbeiter- und Soldatenräten geführt wurden. Die Lage bleibt gespannt, doch ist die Ruhe in der Stadt bisher nicht gestört worden. Die Versammlung nahm nach längerer Aussprache eine Entschließung an, in der die Einberufung der Nationalversammlung gefordert wird. Über die Versorgung der Bevölkerung mit Lebensmitteln und Kohlen wurde eingehend beraten; die zuständigen Stellen haben umfassende Maßnahmen in Aussicht gestellt. Die Rückkehr der Truppen vollzieht sich in voller Ordnung, und die Bevölkerung bereitet den heimkehrenden Soldaten einen herzlichen Empfang. [748,884,964,1022]
weather-heading: Wetterberichte v. 9. Dez. [798,1605,914,1616]
article-text: Es wird immer wieder von der Regierung und den Verhandlungen berichtet, die in den letzten Tagen zwischen den Vertretern der Reichsleitung und den Arbeiter- und Soldatenräten geführt wurden. Die Lage bleibt gespannt, doch ist die Ruhe in der Stadt bisher nicht gestört worden. Die Versammlung nahm nach längerer Aussprache eine Entschließung an, in der die Einberufung der Nationalversammlung gefordert wird. Über die Versorgung der Bevölkerung mit Lebensmitteln und Kohlen wurde eingehend beraten; die zuständigen Stellen haben umfassende Maßnahmen in Aussicht gestellt. Die Rückkehr der Truppen vollzieht sich in voller Ordnung, und die Bevölkerung bereitet den heimkehrenden Soldaten einen herzlichen Empfang. Es wird immer wieder von der Regierung und den Verhandlungen berichtet, die in den letzten Tagen zwischen den Vertretern der Reichsleitung und den Arbeiter- und Soldatenräten geführt wurden. Die Lage bleibt gespannt, doch ist die Ruhe in der Stadt bisher nicht gestört worden. Die Versammlung nahm nach längerer Aussprache eine Entschließung an, in der die Einberufung der Nationalversammlung gefordert wird. Über die Versorgung der Bevölkerung mit Lebensmitteln und Kohlen wurde eingehend beraten; die zuständigen Stellen haben umfassende Maßnahmen in Aussicht gestellt. Die Rückkehr der Truppen vollzieht sich in voller Ordnung, und die Bevölkerung bereitet den heimkehrenden Soldaten einen herzlichen Empfang. [52,1048,272,1179]
table-header-cell: 7. Nov. 1918 [899,545,920,566]
table-cell: 511 [921,575,942,584]
article-text: Es wird immer wieder von der Regierung und den Verhandlungen berichtet, die in den letzten Tagen zwischen den Vertretern der Reichsleitung und den Arbeiter- und Soldatenräten geführt wurden. Die Lage bleibt gespannt, doch ist die Ruhe in der Stadt bisher nicht gestört worden. Die Versammlung nahm nach längerer Aussprache eine Entschließung an, in der die Einberufung der Nationalversammlung gefordert wird. Über die Versorgung der Bevölkerung mit Lebensmitteln und Kohlen wurde eingehend beraten; die zuständigen Stellen haben umfassende Maßnahmen in Aussicht gestellt. Die Rückkehr der Truppen vollzieht sich in voller Ordnung, und die Bevölkerung bereitet den heimkehrenden Soldaten einen herzlichen Empfang. Es wird immer wieder von der Regierung und den Verhandlungen berichtet, die in den letzten Tagen zwischen den Vertretern der Reichsleitung und den Arbeiter- und Soldatenräten geführt wurden. Die Lage bleibt gespannt, doch ist die Ruhe in der Stadt bisher nicht gestört worden. Die Versammlung nahm nach längerer Aussprache eine Entschließung an, in der die Einberufung der Nationalversammlung gefordert wird. Über die Versorgung der Bevölkerung mit Lebensmitteln und Kohlen wurde eingehend beraten; die zuständigen Stellen haben umfassende Maßnahmen in Aussicht gestellt. Die Rückkehr der Truppen vollzieht sich in voller Ordnung, und die Bevölkerung bereitet den heimkehrenden Soldaten einen herzlichen Empfang. [52,72,272,203]
article-text: Es wird immer wieder von der Regierung und den Verhandlungen berichtet, die in den letzten Tagen zwischen den Vertretern der Reichsleitung und den Arbeiter- und Soldatenräten geführt wurden. Die Lage bleibt gespannt, doch ist die Ruhe in der Stadt bisher nicht gestört worden. Die Versammlung nahm nach längerer Aussprache eine Entschließung an, in der die Einberufung der Nationalversammlung gefordert wird. Über die Versorgung der Bevölkerung mit Lebensmitteln und Kohlen wurde eingehend beraten; die zuständigen Stellen haben umfassende Maßnahmen in Aussicht gestellt. Die Rückkehr der Truppen vollzieht sich in voller Ordnung, und die Bevölkerung bereitet den heimkehrenden Soldaten einen herzlichen Empfang. Es wird immer wieder von der Regierung und den Verhandlungen berichtet, die in den letzten Tagen zwischen den Vertretern der Reichsleitung und den Arbeiter- und Soldatenräten geführt wurden. Die Lage bleibt gespannt, doch ist die Ruhe in der Stadt bisher nicht gestört worden. Die Versammlung nahm nach längerer Aussprache eine Entschließung an, in der die Einberufung der Nationalversammlung gefordert wird. Über die Versorgung der Bevölkerung mit Lebensmitteln und Kohlen wurde eingehend beraten; die zuständigen Stellen haben umfassende Maßnahmen in Aussicht gestellt. Die Rückkehr der Truppen vollzieht sich in voller Ordnung, und die Bevölkerung bereitet den heimkehrenden Soldaten einen herzlichen Empfang. [748,1163,964,1301]
section-heading-large: Holland. [358,637,430,656]
table-header-cell: 30. Nov. 1918 [921,545,942,566]
article-text: Es wird immer wieder von der Regierung und den Verhandlungen berichtet, die in den letzten Tagen zwischen den Vertretern der Reichsleitung und den Arbeiter- und Soldatenräten geführt wurden. Die Lage bleibt gespannt, doch ist die Ruhe in der Stadt bisher nicht gestört worden. Die Versammlung nahm nach längerer Aussprache eine Entschließung an, in der die Einberufung der Nationalversammlung gefordert wird. Über die Versorgung der Bevölkerung mit Lebensmitteln und Kohlen wurde eingehend beraten; die zuständigen Stellen haben umfassende Maßnahmen in Aussicht gestellt. Die Rückkehr der Truppen vollzieht sich in voller Ordnung, und die Bevölkerung bereitet den heimkehrenden Soldaten einen herzlichen Empfang. Es wird immer wieder von der Regierung und den Verhandlungen berichtet, die in den letzten Tagen zwischen den Vertretern der Reichsleitung und den Arbeiter- und Soldatenräten geführt wurden. Die Lage bleibt gespannt, doch ist die Ruhe in der Stadt bisher nicht gestört worden. Die Versammlung nahm nach längerer Aussprache eine Entschließung an, in der die Einberufung der Nationalversammlung gefordert wird. Über die Versorgung der Bevölkerung mit Lebensmitteln und Kohlen wurde eingehend beraten; die zuständigen Stellen haben umfassende Maßnahmen in Aussicht gestellt. Die Rückkehr der Truppen vollzieht sich in voller Ordnung, und die Bevölkerung bereitet den heimkehrenden Soldaten einen herzlichen Empfang. [284,498,504,630]
column-rule [510,72,511,1392]
book-binding [978,0,1000,1461]
article-text: Es wird immer wieder von der Regierung und den Verhandlungen berichtet, die in den letzten Tagen zwischen den Vertretern der Reichsleitung und den Arbeiter- und Soldatenräten geführt wurden. Die Lage bleibt gespannt, doch ist die Ruhe in der Stadt bisher nicht gestört worden. Die Versammlung nahm nach längerer Aussprache eine Entschließung an, in der die Einberufung der Nationalversammlung gefordert wird. Über die Versorgung der Bevölkerung mit Lebensmitteln und Kohlen wurde eingehend beraten; die zuständigen Stellen haben umfassende Maßnahmen in Aussicht gestellt. Die Rückkehr der Truppen vollzieht sich in voller Ordnung, und die Bevölkerung bereitet den heimkehrenden Soldaten einen herzlichen Empfang. Es wird immer wieder von der Regierung und den Verhandlungen berichtet, die in den letzten Tagen zwischen den Vertretern der Reichsleitung und den Arbeiter- und Soldatenräten geführt wurden. Die Lage bleibt gespannt, doch ist die Ruhe in der Stadt bisher nicht gestört worden. Die Versammlung nahm nach längerer Aussprache eine Entschließung an, in der die Einberufung der Nationalversammlung gefordert wird. Über die Versorgung der Bevölkerung mit Lebensmitteln und Kohlen wurde eingehend beraten; die zuständigen Stellen haben umfassende Maßnahmen in Aussicht gestellt. Die Rückkehr der Truppen vollzieht sich in voller Ordnung, und die Bevölkerung bereitet den heimkehrenden Soldaten einen herzlichen Empfang. [748,587,964,725]
column-2 [284,72,504,1876]
article-text: Es wird immer wieder von der Regierung und den Verhandlungen berichtet, die in den letzten Tagen zwischen den Vertretern der Reichsleitung und den Arbeiter- und Soldatenräten geführt wurden. Die Lage bleibt gespannt, doch ist die Ruhe in der Stadt bisher nicht gestört worden. Die Versammlung nahm nach längerer Aussprache eine Entschließung an, in der die Einberufung der Nationalversammlung gefordert wird. Über die Versorgung der Bevölkerung mit Lebensmitteln und Kohlen wurde eingehend beraten; die zuständigen Stellen haben umfassende Maßnahmen in Aussicht gestellt. Die Rückkehr der Truppen vollzieht sich in voller Ordnung, und die Bevölkerung bereitet den heimkehrenden Soldaten einen herzlichen Empfang. Es wird immer wieder von der Regierung und den Verhandlungen berichtet, die in den letzten Tagen zwischen den Vertretern der Reichsleitung und den Arbeiter- und Soldatenräten geführt wurden. Die Lage bleibt gespannt, doch ist die Ruhe in der Stadt bisher nicht gestört worden. Die Versammlung nahm nach längerer Aussprache eine Entschließung an, in der die Einberufung der Nationalversammlung gefordert wird. Über die Versorgung der Bevölkerung mit Lebensmitteln und Kohlen wurde eingehend beraten; die zuständigen Stellen haben umfassende Maßnahmen in Aussicht gestellt. Die Rückkehr der Truppen vollzieht sich in voller Ordnung, und die Bevölkerung bereitet den heimkehrenden Soldaten einen herzlichen Empfang. [52,1181,272,1312]
article-text: Es wird immer wieder von der Regierung und den Verhandlungen berichtet, die in den letzten Tagen zwischen den Vertretern der Reichsleitung und den Arbeiter- und Soldatenräten geführt wurden. Die Lage bleibt gespannt, doch ist die Ruhe in der Stadt bisher nicht gestört worden. Die Versammlung nahm nach längerer Aussprache eine Entschließung an, in der die Einberufung der Nationalversammlung gefordert wird. Über die Versorgung der Bevölkerung mit Lebensmitteln und Kohlen wurde eingehend beraten; die zuständigen Stellen haben umfassende Maßnahmen in Aussicht gestellt. Die Rückkehr der Truppen vollzieht sich in voller Ordnung, und die Bevölkerung bereitet den heimkehrenden Soldaten einen herzlichen Empfang. Es wird immer wieder von der Regierung und den Verhandlungen berichtet, die in den letzten Tagen zwischen den Vertretern der Reichsleitung und den Arbeiter- und Soldatenräten geführt wurden. Die Lage bleibt gespannt, doch ist die Ruhe in der Stadt bisher nicht gestört worden. Die Versammlung nahm nach längerer Aussprache eine Entschließung an, in der die Einberufung der Nationalversammlung gefordert wird. Über die Versorgung der Bevölkerung mit Lebensmitteln und Kohlen wurde eingehend beraten; die zuständigen Stellen haben umfassende Maßnahmen in Aussicht gestellt. Die Rückkehr der Truppen vollzieht sich in voller Ordnung, und die Bevölkerung bereitet den heimkehrenden Soldaten einen herzlichen Empfang. [516,152,736,283]
table-cell: 104 [791,566,812,575]
article-text: Es wird immer wieder von der Regierung und den Verhandlungen berichtet, die in den letzten Tagen zwischen den Vertretern der Reichsleitung und den Arbeiter- und Soldatenräten geführt wurden. Die Lage bleibt gespannt, doch ist die Ruhe in der Stadt bisher nicht gestört worden. Die Versammlung nahm nach längerer Aussprache eine Entschließung an, in der die Einberufung der Nationalversammlung gefordert wird. Über die Versorgung der Bevölkerung mit Lebensmitteln und Kohlen wurde eingehend beraten; die zuständigen Stellen haben umfassende Maßnahmen in Aussicht gestellt. Die Rückkehr der Truppen vollzieht sich in voller Ordnung, und die Bevölkerung bereitet den heimkehrenden Soldaten einen herzlichen Empfang. Es wird immer wieder von der Regierung und den Verhandlungen berichtet, die in den letzten Tagen zwischen den Vertretern der Reichsleitung und den Arbeiter- und Soldatenräten geführt wurden. Die Lage bleibt gespannt, doch ist die Ruhe in der Stadt bisher nicht gestört worden. Die Versammlung nahm nach längerer Aussprache eine Entschließung an, in der die Einberufung der Nationalversammlung gefordert wird. Über die Versorgung der Bevölkerung mit Lebensmitteln und Kohlen wurde eingehend beraten; die zuständigen Stellen haben umfassende Maßnahmen in Aussicht gestellt. Die Rückkehr der Truppen vollzieht sich in voller Ordnung, und die Bevölkerung bereitet den heimkehrenden Soldaten einen herzlichen Empfang. [52,621,272,753]
table-header-cell: 31. Dez. 1914 [770,545,791,566]
article-text: Es wird immer wieder von der Regierung und den Verhandlungen berichtet, die in den letzten Tagen zwischen den Vertretern der Reichsleitung und den Arbeiter- und Soldatenräten geführt wurden. Die Lage bleibt gespannt, doch ist die Ruhe in der Stadt bisher nicht gestört worden. Die Versammlung nahm nach längerer Aussprache eine Entschließung an, in der die Einberufung der Nationalversammlung gefordert wird. Über die Versorgung der Bevölkerung mit Lebensmitteln und Kohlen wurde eingehend beraten; die zuständigen Stellen haben umfassende Maßnahmen in Aussicht gestellt. Die Rückkehr der Truppen vollzieht sich in voller Ordnung, und die Bevölkerung bereitet den heimkehrenden Soldaten einen herzlichen Empfang. Es wird immer wieder von der Regierung und den Verhandlungen berichtet, die in den letzten Tagen zwischen den Vertretern der Reichsleitung und den Arbeiter- und Soldatenräten geführt wurden. Die Lage bleibt gespannt, doch ist die Ruhe in der Stadt bisher nicht gestört worden. Die Versammlung nahm nach längerer Aussprache eine Entschließung an, in der die Einberufung der Nationalversammlung gefordert wird. Über die Versorgung der Bevölkerung mit Lebensmitteln und Kohlen wurde eingehend beraten; die zuständigen Stellen haben umfassende Maßnahmen in Aussicht gestellt. Die Rückkehr der Truppen vollzieht sich in voller Ordnung, und die Bevölkerung bereitet den heimkehrenden Soldaten einen herzlichen Empfang. [52,1882,272,2013]
section-heading: Fristen im Wechsel- und Scheckverkehr. [761,215,951,226]
ad-company: Orthozentrische Kneifer G. m. b. H., Frankfurt a. M. [756,2001,940,2024]
article-text: Es wird immer wieder von der Regierung und den Verhandlungen berichtet, die in den letzten Tagen zwischen den Vertretern der Reichsleitung und den Arbeiter- und Soldatenräten geführt wurden. Die Lage bleibt gespannt, doch ist die Ruhe in der Stadt bisher nicht gestört worden. Die Versammlung nahm nach längerer Aussprache eine Entschließung an, in der die Einberufung der Nationalversammlung gefordert wird. Über die Versorgung der Bevölkerung mit Lebensmitteln und Kohlen wurde eingehend beraten; die zuständigen Stellen haben umfassende Maßnahmen in Aussicht gestellt. Die Rückkehr der Truppen vollzieht sich in voller Ordnung, und die Bevölkerung bereitet den heimkehrenden Soldaten einen herzlichen Empfang. Es wird immer wieder von der Regierung und den Verhandlungen berichtet, die in den letzten Tagen zwischen den Vertretern der Reichsleitung und den Arbeiter- und Soldatenräten geführt wurden. Die Lage bleibt gespannt, doch ist die Ruhe in der Stadt bisher nicht gestört worden. Die Versammlung nahm nach längerer Aussprache eine Entschließung an, in der die Einberufung der Nationalversammlung gefordert wird. Über die Versorgung der Bevölkerung mit Lebensmitteln und Kohlen wurde eingehend beraten; die zuständigen Stellen haben umfassende Maßnahmen in Aussicht gestellt. Die Rückkehr der Truppen vollzieht sich in voller Ordnung, und die Bevölkerung bereitet den heimkehrenden Soldaten einen herzlichen Empfang. [516,1082,736,1213]
end-of-editorial: Schluß des redaktionellen Teiles. [787,1920,925,1930]
table-cell: 427 [813,575,834,584]
footnote: 1. Vergl. I. Morgenblatt vom 8. 12. [585,1485,673,1492]
column-4 [748,72,964,2024]
table-cell: 1091 [942,566,963,575]
section-heading: Der Einzug der Truppen. [104,474,220,485]
article-text: Es wird immer wieder von der Regierung und den Verhandlungen berichtet, die in den letzten Tagen zwischen den Vertretern der Reichsleitung und den Arbeiter- und Soldatenräten geführt wurden. Die Lage bleibt gespannt, doch ist die Ruhe in der Stadt bisher nicht gestört worden. Die Versammlung nahm nach längerer Aussprache eine Entschließung an, in der die Einberufung der Nationalversammlung gefordert wird. Über die Versorgung der Bevölkerung mit Lebensmitteln und Kohlen wurde eingehend beraten; die zuständigen Stellen haben umfassende Maßnahmen in Aussicht gestellt. Die Rückkehr der Truppen vollzieht sich in voller Ordnung, und die Bevölkerung bereitet den heimkehrenden Soldaten einen herzlichen Empfang. Es wird immer wieder von der Regierung und den Verhandlungen berichtet, die in den letzten Tagen zwischen den Vertretern der Reichsleitung und den Arbeiter- und Soldatenräten geführt wurden. Die Lage bleibt gespannt, doch ist die Ruhe in der Stadt bisher nicht gestört worden. Die Versammlung nahm nach längerer Aussprache eine Entschließung an, in der die Einberufung der Nationalversammlung gefordert wird. Über die Versorgung der Bevölkerung mit Lebensmitteln und Kohlen wurde eingehend beraten; die zuständigen Stellen haben umfassende Maßnahmen in Aussicht gestellt. Die Rückkehr der Truppen vollzieht sich in voller Ordnung, und die Bevölkerung bereitet den heimkehrenden Soldaten einen herzlichen Empfang. [52,915,272,1047]
article-text: Es wird immer wieder von der Regierung und den Verhandlungen berichtet, die in den letzten Tagen zwischen den Vertretern der Reichsleitung und den Arbeiter- und Soldatenräten geführt wurden. Die Lage bleibt gespannt, doch ist die Ruhe in der Stadt bisher nicht gestört worden. Die Versammlung nahm nach längerer Aussprache eine Entschließung an, in der die Einberufung der Nationalversammlung gefordert wird. Über die Versorgung der Bevölkerung mit Lebensmitteln und Kohlen wurde eingehend beraten; die zuständigen Stellen haben umfassende Maßnahmen in Aussicht gestellt. Die Rückkehr der Truppen vollzieht sich in voller Ordnung, und die Bevölkerung bereitet den heimkehrenden Soldaten einen herzlichen Empfang. Es wird immer wieder von der Regierung und den Verhandlungen berichtet, die in den letzten Tagen zwischen den Vertretern der Reichsleitung und den Arbeiter- und Soldatenräten geführt wurden. Die Lage bleibt gespannt, doch ist die Ruhe in der Stadt bisher nicht gestört worden. Die Versammlung nahm nach längerer Aussprache eine Entschließung an, in der die Einberufung der Nationalversammlung gefordert wird. Über die Versorgung der Bevölkerung mit Lebensmitteln und Kohlen wurde eingehend beraten; die zuständigen Stellen haben umfassende Maßnahmen in Aussicht gestellt. Die Rückkehr der Truppen vollzieht sich in voller Ordnung, und die Bevölkerung bereitet den heimkehrenden Soldaten einen herzlichen Empfang. [748,1462,964,1600]
section-heading: Der Soldatenrat bei der Obersten Heeresleitung. [315,208,472,229]
article-text: Es wird immer wieder von der Regierung und den Verhandlungen berichtet, die in den letzten Tagen zwischen den Vertretern der Reichsleitung und den Arbeiter- und Soldatenräten geführt wurden. Die Lage bleibt gespannt, doch ist die Ruhe in der Stadt bisher nicht gestört worden. Die Versammlung nahm nach längerer Aussprache eine Entschließung an, in der die Einberufung der Nationalversammlung gefordert wird. Über die Versorgung der Bevölkerung mit Lebensmitteln und Kohlen wurde eingehend beraten; die zuständigen Stellen haben umfassende Maßnahmen in Aussicht gestellt. Die Rückkehr der Truppen vollzieht sich in voller Ordnung, und die Bevölkerung bereitet den heimkehrenden Soldaten einen herzlichen Empfang. Es wird immer wieder von der Regierung und den Verhandlungen berichtet, die in den letzten Tagen zwischen den Vertretern der Reichsleitung und den Arbeiter- und Soldatenräten geführt wurden. Die Lage bleibt gespannt, doch ist die Ruhe in der Stadt bisher nicht gestört worden. Die Versammlung nahm nach längerer Aussprache eine Entschließung an, in der die Einberufung der Nationalversammlung gefordert wird. Über die Versorgung der Bevölkerung mit Lebensmitteln und Kohlen wurde eingehend beraten; die zuständigen Stellen haben umfassende Maßnahmen in Aussicht gestellt. Die Rückkehr der Truppen vollzieht sich in voller Ordnung, und die Bevölkerung bereitet den heimkehrenden Soldaten einen herzlichen Empfang. [748,1023,964,1161]
article-text: Es wird immer wieder von der Regierung und den Verhandlungen berichtet, die in den letzten Tagen zwischen den Vertretern der Reichsleitung und den Arbeiter- und Soldatenräten geführt wurden. Die Lage bleibt gespannt, doch ist die Ruhe in der Stadt bisher nicht gestört worden. Die Versammlung nahm nach längerer Aussprache eine Entschließung an, in der die Einberufung der Nationalversammlung gefordert wird. Über die Versorgung der Bevölkerung mit Lebensmitteln und Kohlen wurde eingehend beraten; die zuständigen Stellen haben umfassende Maßnahmen in Aussicht gestellt. Die Rückkehr der Truppen vollzieht sich in voller Ordnung, und die Bevölkerung bereitet den heimkehrenden Soldaten einen herzlichen Empfang. Es wird immer wieder von der Regierung und den Verhandlungen berichtet, die in den letzten Tagen zwischen den Vertretern der Reichsleitung und den Arbeiter- und Soldatenräten geführt wurden. Die Lage bleibt gespannt, doch ist die Ruhe in der Stadt bisher nicht gestört worden. Die Versammlung nahm nach längerer Aussprache eine Entschließung an, in der die Einberufung der Nationalversammlung gefordert wird. Über die Versorgung der Bevölkerung mit Lebensmitteln und Kohlen wurde eingehend beraten; die zuständigen Stellen haben umfassende Maßnahmen in Aussicht gestellt. Die Rückkehr der Truppen vollzieht sich in voller Ordnung, und die Bevölkerung bereitet den heimkehrenden Soldaten einen herzlichen Empfang. [284,1612,504,1743]
masthead-page-number: Seite 2 Nummer 341 [52,49,192,63]
ad-brand: O. Z.-Kneifer [806,1961,936,1983]
table-header-cell: 31. Dez. 1913 [749,545,770,566]
article-text: Es wird immer wieder von der Regierung und den Verhandlungen berichtet, die in den letzten Tagen zwischen den Vertretern der Reichsleitung und den Arbeiter- und Soldatenräten geführt wurden. Die Lage bleibt gespannt, doch ist die Ruhe in der Stadt bisher nicht gestört worden. Die Versammlung nahm nach längerer Aussprache eine Entschließung an, in der die Einberufung der Nationalversammlung gefordert wird. Über die Versorgung der Bevölkerung mit Lebensmitteln und Kohlen wurde eingehend beraten; die zuständigen Stellen haben umfassende Maßnahmen in Aussicht gestellt. Die Rückkehr der Truppen vollzieht sich in voller Ordnung, und die Bevölkerung bereitet den heimkehrenden Soldaten einen herzlichen Empfang. Es wird immer wieder von der Regierung und den Verhandlungen berichtet, die in den letzten Tagen zwischen den Vertretern der Reichsleitung und den Arbeiter- und Soldatenräten geführt wurden. Die Lage bleibt gespannt, doch ist die Ruhe in der Stadt bisher nicht gestört worden. Die Versammlung nahm nach längerer Aussprache eine Entschließung an, in der die Einberufung der Nationalversammlung gefordert wird. Über die Versorgung der Bevölkerung mit Lebensmitteln und Kohlen wurde eingehend beraten; die zuständigen Stellen haben umfassende Maßnahmen in Aussicht gestellt. Die Rückkehr der Truppen vollzieht sich in voller Ordnung, und die Bevölkerung bereitet den heimkehrenden Soldaten einen herzlichen Empfang. [52,1465,272,1596]
table-header-cell: 7. Dez. 1918 [942,545,963,566]
column-rule [742,72,743,1392]
article-text: Es wird immer wieder von der Regierung und den Verhandlungen berichtet, die in den letzten Tagen zwischen den Vertretern der Reichsleitung und den Arbeiter- und Soldatenräten geführt wurden. Die Lage bleibt gespannt, doch ist die Ruhe in der Stadt bisher nicht gestört worden. Die Versammlung nahm nach längerer Aussprache eine Entschließung an, in der die Einberufung der Nationalversammlung gefordert wird. Über die Versorgung der Bevölkerung mit Lebensmitteln und Kohlen wurde eingehend beraten; die zuständigen Stellen haben umfassende Maßnahmen in Aussicht gestellt. Die Rückkehr der Truppen vollzieht sich in voller Ordnung, und die Bevölkerung bereitet den heimkehrenden Soldaten einen herzlichen Empfang. Es wird immer wieder von der Regierung und den Verhandlungen berichtet, die in den letzten Tagen zwischen den Vertretern der Reichsleitung und den Arbeiter- und Soldatenräten geführt wurden. Die Lage bleibt gespannt, doch ist die Ruhe in der Stadt bisher nicht gestört worden. Die Versammlung nahm nach längerer Aussprache eine Entschließung an, in der die Einberufung der Nationalversammlung gefordert wird. Über die Versorgung der Bevölkerung mit Lebensmitteln und Kohlen wurde eingehend beraten; die zuständigen Stellen haben umfassende Maßnahmen in Aussicht gestellt. Die Rückkehr der Truppen vollzieht sich in voller Ordnung, und die Bevölkerung bereitet den heimkehrenden Soldaten einen herzlichen Empfang. [516,1215,736,1346]
article-text: Es wird immer wieder von der Regierung und den Verhandlungen berichtet, die in den letzten Tagen zwischen den Vertretern der Reichsleitung und den Arbeiter- und Soldatenräten geführt wurden. Die Lage bleibt gespannt, doch ist die Ruhe in der Stadt bisher nicht gestört worden. Die Versammlung nahm nach längerer Aussprache eine Entschließung an, in der die Einberufung der Nationalversammlung gefordert wird. Über die Versorgung der Bevölkerung mit Lebensmitteln und Kohlen wurde eingehend beraten; die zuständigen Stellen haben umfassende Maßnahmen in Aussicht gestellt. Die Rückkehr der Truppen vollzieht sich in voller Ordnung, und die Bevölkerung bereitet den heimkehrenden Soldaten einen herzlichen Empfang. Es wird immer wieder von der Regierung und den Verhandlungen berichtet, die in den letzten Tagen zwischen den Vertretern der Reichsleitung und den Arbeiter- und Soldatenräten geführt wurden. Die Lage bleibt gespannt, doch ist die Ruhe in der Stadt bisher nicht gestört worden. Die Versammlung nahm nach längerer Aussprache eine Entschließung an, in der die Einberufung der Nationalversammlung gefordert wird. Über die Versorgung der Bevölkerung mit Lebensmitteln und Kohlen wurde eingehend beraten; die zuständigen Stellen haben umfassende Maßnahmen in Aussicht gestellt. Die Rückkehr der Truppen vollzieht sich in voller Ordnung, und die Bevölkerung bereitet den heimkehrenden Soldaten einen herzlichen Empfang. [284,1146,504,1277]
table-header-cell: 31. Okt. 1918 [878,545,899,566]
table-header-cell: 31. Dez. 1915 [791,545,812,566]
table-cell: 368 [791,575,812,584]
article-text: Es wird immer wieder von der Regierung und den Verhandlungen berichtet, die in den letzten Tagen zwischen den Vertretern der Reichsleitung und den Arbeiter- und Soldatenräten geführt wurden. Die Lage bleibt gespannt, doch ist die Ruhe in der Stadt bisher nicht gestört worden. Die Versammlung nahm nach längerer Aussprache eine Entschließung an, in der die Einberufung der Nationalversammlung gefordert wird. Über die Versorgung der Bevölkerung mit Lebensmitteln und Kohlen wurde eingehend beraten; die zuständigen Stellen haben umfassende Maßnahmen in Aussicht gestellt. Die Rückkehr der Truppen vollzieht sich in voller Ordnung, und die Bevölkerung bereitet den heimkehrenden Soldaten einen herzlichen Empfang. Es wird immer wieder von der Regierung und den Verhandlungen berichtet, die in den letzten Tagen zwischen den Vertretern der Reichsleitung und den Arbeiter- und Soldatenräten geführt wurden. Die Lage bleibt gespannt, doch ist die Ruhe in der Stadt bisher nicht gestört worden. Die Versammlung nahm nach längerer Aussprache eine Entschließung an, in der die Einberufung der Nationalversammlung gefordert wird. Über die Versorgung der Bevölkerung mit Lebensmitteln und Kohlen wurde eingehend beraten; die zuständigen Stellen haben umfassende Maßnahmen in Aussicht gestellt. Die Rückkehr der Truppen vollzieht sich in voller Ordnung, und die Bevölkerung bereitet den heimkehrenden Soldaten einen herzlichen Empfang. [516,816,736,948]
index-table-header [749,545,964,566]
article-text: Es wird immer wieder von der Regierung und den Verhandlungen berichtet, die in den letzten Tagen zwischen den Vertretern der Reichsleitung und den Arbeiter- und Soldatenräten geführt wurden. Die Lage bleibt gespannt, doch ist die Ruhe in der Stadt bisher nicht gestört worden. Die Versammlung nahm nach längerer Aussprache eine Entschließung an, in der die Einberufung der Nationalversammlung gefordert wird. Über die Versorgung der Bevölkerung mit Lebensmitteln und Kohlen wurde eingehend beraten; die zuständigen Stellen haben umfassende Maßnahmen in Aussicht gestellt. Die Rückkehr der Truppen vollzieht sich in voller Ordnung, und die Bevölkerung bereitet den heimkehrenden Soldaten einen herzlichen Empfang. Es wird immer wieder von der Regierung und den Verhandlungen berichtet, die in den letzten Tagen zwischen den Vertretern der Reichsleitung und den Arbeiter- und Soldatenräten geführt wurden. Die Lage bleibt gespannt, doch ist die Ruhe in der Stadt bisher nicht gestört worden. Die Versammlung nahm nach längerer Aussprache eine Entschließung an, in der die Einberufung der Nationalversammlung gefordert wird. Über die Versorgung der Bevölkerung mit Lebensmitteln und Kohlen wurde eingehend beraten; die zuständigen Stellen haben umfassende Maßnahmen in Aussicht gestellt. Die Rückkehr der Truppen vollzieht sich in voller Ordnung, und die Bevölkerung bereitet den heimkehrenden Soldaten einen herzlichen Empfang. [284,72,504,203]
article-text: Es wird immer wieder von der Regierung und den Verhandlungen berichtet, die in den letzten Tagen zwischen den Vertretern der Reichsleitung und den Arbeiter- und Soldatenräten geführt wurden. Die Lage bleibt gespannt, doch ist die Ruhe in der Stadt bisher nicht gestört worden. Die Versammlung nahm nach längerer Aussprache eine Entschließung an, in der die Einberufung der Nationalversammlung gefordert wird. Über die Versorgung der Bevölkerung mit Lebensmitteln und Kohlen wurde eingehend beraten; die zuständigen Stellen haben umfassende Maßnahmen in Aussicht gestellt. Die Rückkehr der Truppen vollzieht sich in voller Ordnung, und die Bevölkerung bereitet den heimkehrenden Soldaten einen herzlichen Empfang. Es wird immer wieder von der Regierung und den Verhandlungen berichtet, die in den letzten Tagen zwischen den Vertretern der Reichsleitung und den Arbeiter- und Soldatenräten geführt wurden. Die Lage bleibt gespannt, doch ist die Ruhe in der Stadt bisher nicht gestört worden. Die Versammlung nahm nach längerer Aussprache eine Entschließung an, in der die Einberufung der Nationalversammlung gefordert wird. Über die Versorgung der Bevölkerung mit Lebensmitteln und Kohlen wurde eingehend beraten; die zuständigen Stellen haben umfassende Maßnahmen in Aussicht gestellt. Die Rückkehr der Truppen vollzieht sich in voller Ordnung, und die Bevölkerung bereitet den heimkehrenden Soldaten einen herzlichen Empfang. [516,417,736,549]
table-cell: 1104 [921,566,942,575]
table-cell: 4771 [834,575,855,584]
section-heading: Vom süddeutschen Kohlenmarkt. [778,870,934,881]
